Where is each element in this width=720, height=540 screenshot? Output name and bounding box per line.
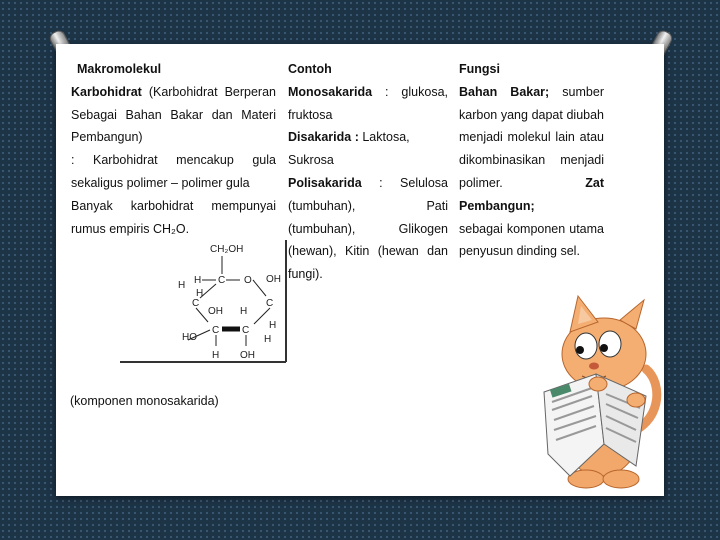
text-line: dikombinasikan menjadi <box>459 153 604 168</box>
term-disakarida: Disakarida : <box>288 130 359 145</box>
atom-oh4: OH <box>208 306 223 317</box>
atom-c3: C <box>212 325 220 336</box>
cartoon-cat-reading-newspaper-icon <box>486 284 666 494</box>
text-line: Polisakarida : Selulosa <box>288 175 448 190</box>
text-line: Banyak karbohidrat mempunyai <box>71 198 276 213</box>
text-line: fungi). <box>288 267 323 282</box>
atom-c5: C <box>218 275 226 286</box>
text-line: Bahan Bakar; sumber <box>459 84 604 99</box>
text-line: polimer. Zat Pembangun; <box>459 175 604 213</box>
diagram-caption: (komponen monosakarida) <box>70 394 219 408</box>
atom-h5: H <box>194 275 202 286</box>
atom-h4b: H <box>196 288 204 299</box>
text-line: penyusun dinding sel. <box>459 244 580 259</box>
column-fungsi <box>459 58 604 263</box>
text-line: (tumbuhan), Pati <box>288 198 448 213</box>
column-header-makromolekul: Makromolekul <box>77 62 162 76</box>
term-bahan-bakar: Bahan Bakar; <box>459 84 550 99</box>
atom-oh1: OH <box>266 274 281 285</box>
atom-h1: H <box>269 320 277 331</box>
term-polisakarida: Polisakarida <box>288 175 362 190</box>
text-line: (hewan), Kitin (hewan dan <box>288 244 448 259</box>
text-line: (tumbuhan), Glikogen <box>288 221 448 236</box>
atom-ho3: HO <box>182 332 197 343</box>
content-card <box>56 44 664 496</box>
text-line: sekaligus polimer – polimer gula <box>71 175 250 190</box>
text-line: menjadi molekul lain atau <box>459 130 604 145</box>
term-zat-pembangun: Zat Pembangun; <box>459 175 604 213</box>
atom-oh2: OH <box>240 350 255 361</box>
atom-h2: H <box>240 306 248 317</box>
column-header-contoh: Contoh <box>288 62 332 76</box>
column-contoh <box>288 58 448 286</box>
atom-o-ring: O <box>244 275 252 286</box>
text-line: fruktosa <box>288 107 333 122</box>
atom-c1: C <box>266 298 274 309</box>
text-line: Sebagai Bahan Bakar dan Materi <box>71 107 276 122</box>
text-line: Pembangun) <box>71 130 143 145</box>
text-line: : Karbohidrat mencakup gula <box>71 153 276 168</box>
text-line: Karbohidrat (Karbohidrat Berperan <box>71 84 276 99</box>
atom-h3: H <box>212 350 220 361</box>
text-line: Disakarida : Laktosa, Sukrosa <box>288 130 410 168</box>
column-makromolekul <box>71 58 276 240</box>
atom-c4: C <box>192 298 200 309</box>
atom-h2b: H <box>264 334 272 345</box>
text-line: rumus empiris CH₂O. <box>71 221 190 236</box>
text-line: Monosakarida : glukosa, <box>288 84 448 99</box>
atom-h4: H <box>178 280 186 291</box>
atom-c2: C <box>242 325 250 336</box>
term-monosakarida: Monosakarida <box>288 84 373 99</box>
column-header-fungsi: Fungsi <box>459 62 500 76</box>
glucose-structure-diagram <box>116 238 288 364</box>
text-line: karbon yang dapat diubah <box>459 107 604 122</box>
text-line: sebagai komponen utama <box>459 221 604 236</box>
label-ch2oh: CH₂OH <box>210 244 244 255</box>
term-karbohidrat: Karbohidrat <box>71 84 142 99</box>
